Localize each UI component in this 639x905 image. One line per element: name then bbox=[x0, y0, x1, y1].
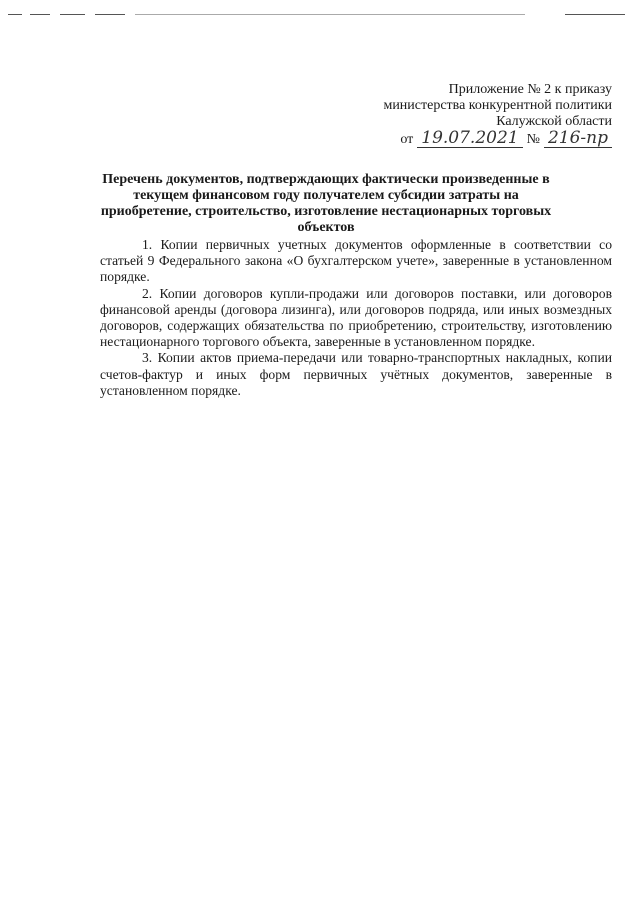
document-body bbox=[100, 237, 612, 399]
handwritten-number: 216-пр bbox=[544, 130, 612, 148]
date-prefix: от bbox=[400, 132, 414, 147]
scan-artifact bbox=[30, 14, 50, 15]
document-title: Перечень документов, подтверждающих фактически произведенные в текущем финансовом году получателем субсидии затраты на приобретение, строительство, изготовление нестационарных торговых объектов bbox=[100, 172, 552, 235]
appendix-header bbox=[383, 82, 612, 148]
list-item: 2. Копии договоров купли-продажи или договоров поставки, или договоров финансовой аренды (договора лизинга), или договоров подряда, или иных возмездных договоров, содержащих обязательства по приобретению, строительству, изготовлению нестационарного торгового объекта, заверенные в установленном порядке. bbox=[100, 285, 612, 350]
header-line: министерства конкурентной политики bbox=[383, 98, 612, 113]
handwritten-date: 19.07.2021 bbox=[417, 130, 522, 148]
number-prefix: № bbox=[526, 132, 540, 147]
scan-artifact bbox=[60, 14, 85, 15]
scan-artifact bbox=[565, 14, 625, 15]
list-item: 1. Копии первичных учетных документов оформленные в соответствии со статьей 9 Федерального закона «О бухгалтерском учете», заверенные в установленном порядке. bbox=[100, 237, 612, 285]
list-item: 3. Копии актов приема-передачи или товарно-транспортных накладных, копии счетов-фактур и иных форм первичных учётных документов, заверенные в установленном порядке. bbox=[100, 350, 612, 398]
scan-artifact bbox=[8, 14, 22, 15]
header-line: Калужской области bbox=[496, 114, 612, 129]
header-line: Приложение № 2 к приказу bbox=[448, 82, 612, 97]
order-date-line bbox=[383, 130, 612, 148]
scan-artifact bbox=[135, 14, 525, 15]
scan-artifact bbox=[95, 14, 125, 15]
